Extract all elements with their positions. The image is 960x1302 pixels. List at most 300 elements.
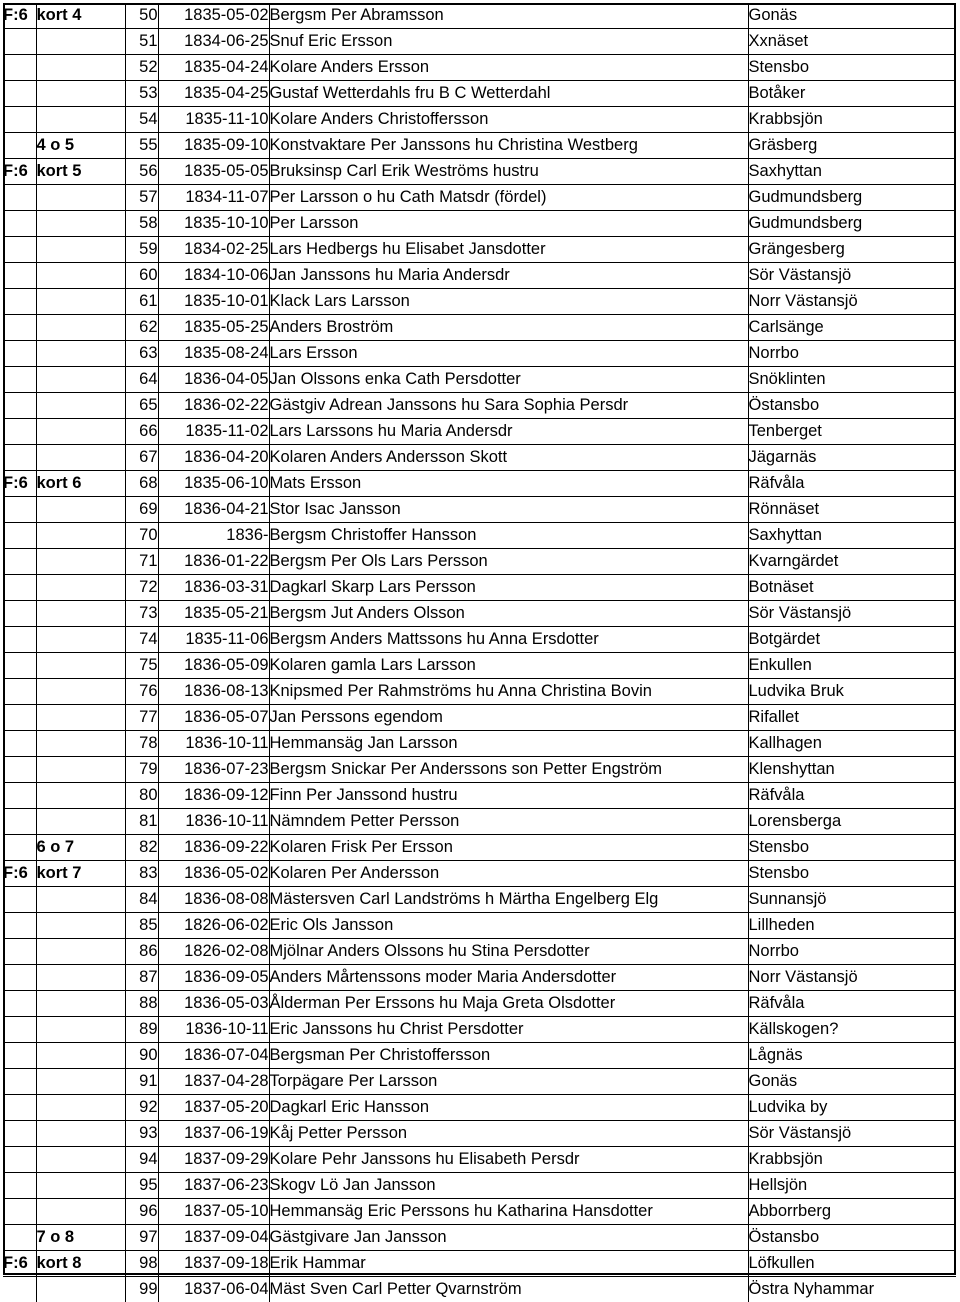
place-cell: Norrbo <box>748 341 956 367</box>
entry-number-cell: 83 <box>125 861 158 887</box>
person-name-cell: Bruksinsp Carl Erik Weströms hustru <box>269 159 748 185</box>
person-name-cell: Eric Janssons hu Christ Persdotter <box>269 1017 748 1043</box>
card-cell <box>36 523 125 549</box>
person-name-cell: Mats Ersson <box>269 471 748 497</box>
date-cell: 1835-10-01 <box>158 289 269 315</box>
table-row <box>3 497 956 523</box>
entry-number-cell: 86 <box>125 939 158 965</box>
place-cell: Gonäs <box>748 3 956 29</box>
card-cell <box>36 1017 125 1043</box>
entry-number-cell: 51 <box>125 29 158 55</box>
person-name-cell: Bergsm Anders Mattssons hu Anna Ersdotter <box>269 627 748 653</box>
table-row <box>3 835 956 861</box>
date-cell: 1835-11-10 <box>158 107 269 133</box>
archive-volume-cell <box>3 575 36 601</box>
place-cell: Rönnäset <box>748 497 956 523</box>
date-cell: 1836-09-05 <box>158 965 269 991</box>
card-cell <box>36 445 125 471</box>
person-name-cell: Lars Ersson <box>269 341 748 367</box>
entry-number-cell: 63 <box>125 341 158 367</box>
entry-number-cell: 64 <box>125 367 158 393</box>
table-row <box>3 133 956 159</box>
entry-number-cell: 69 <box>125 497 158 523</box>
archive-volume-cell <box>3 1017 36 1043</box>
person-name-cell: Mäst Sven Carl Petter Qvarnström <box>269 1277 748 1302</box>
entry-number-cell: 75 <box>125 653 158 679</box>
card-cell: 6 o 7 <box>36 835 125 861</box>
card-cell <box>36 367 125 393</box>
entry-number-cell: 82 <box>125 835 158 861</box>
place-cell: Gudmundsberg <box>748 211 956 237</box>
date-cell: 1835-11-06 <box>158 627 269 653</box>
archive-volume-cell <box>3 627 36 653</box>
entry-number-cell: 66 <box>125 419 158 445</box>
place-cell: Krabbsjön <box>748 1147 956 1173</box>
card-cell <box>36 627 125 653</box>
person-name-cell: Per Larsson o hu Cath Matsdr (fördel) <box>269 185 748 211</box>
entry-number-cell: 53 <box>125 81 158 107</box>
person-name-cell: Ålderman Per Erssons hu Maja Greta Olsdotter <box>269 991 748 1017</box>
place-cell: Gräsberg <box>748 133 956 159</box>
table-row <box>3 601 956 627</box>
card-cell <box>36 263 125 289</box>
date-cell: 1835-08-24 <box>158 341 269 367</box>
archive-volume-cell <box>3 809 36 835</box>
table-row <box>3 887 956 913</box>
person-name-cell: Erik Hammar <box>269 1251 748 1277</box>
card-cell <box>36 705 125 731</box>
person-name-cell: Stor Isac Jansson <box>269 497 748 523</box>
date-cell: 1836-08-13 <box>158 679 269 705</box>
date-cell: 1835-05-21 <box>158 601 269 627</box>
archive-volume-cell <box>3 185 36 211</box>
table-row <box>3 679 956 705</box>
table-row <box>3 55 956 81</box>
table-row <box>3 445 956 471</box>
archive-volume-cell <box>3 133 36 159</box>
person-name-cell: Finn Per Janssond hustru <box>269 783 748 809</box>
table-row <box>3 939 956 965</box>
card-cell <box>36 289 125 315</box>
date-cell: 1835-05-05 <box>158 159 269 185</box>
archive-volume-cell <box>3 445 36 471</box>
archive-volume-cell <box>3 731 36 757</box>
date-cell: 1837-09-18 <box>158 1251 269 1277</box>
date-cell: 1836-05-03 <box>158 991 269 1017</box>
archive-volume-cell <box>3 991 36 1017</box>
table-row <box>3 81 956 107</box>
table-row <box>3 3 956 29</box>
table-row <box>3 1225 956 1251</box>
person-name-cell: Kåj Petter Persson <box>269 1121 748 1147</box>
date-cell: 1836-04-20 <box>158 445 269 471</box>
place-cell: Krabbsjön <box>748 107 956 133</box>
card-cell: 7 o 8 <box>36 1225 125 1251</box>
archive-volume-cell <box>3 393 36 419</box>
entry-number-cell: 78 <box>125 731 158 757</box>
card-cell: kort 5 <box>36 159 125 185</box>
entry-number-cell: 68 <box>125 471 158 497</box>
date-cell: 1835-06-10 <box>158 471 269 497</box>
table-row <box>3 29 956 55</box>
place-cell: Lillheden <box>748 913 956 939</box>
card-cell <box>36 653 125 679</box>
entry-number-cell: 98 <box>125 1251 158 1277</box>
card-cell <box>36 419 125 445</box>
table-row <box>3 627 956 653</box>
table-row <box>3 757 956 783</box>
place-cell: Sör Västansjö <box>748 601 956 627</box>
date-cell: 1835-04-24 <box>158 55 269 81</box>
place-cell: Räfvåla <box>748 991 956 1017</box>
table-row <box>3 211 956 237</box>
archive-volume-cell <box>3 679 36 705</box>
entry-number-cell: 60 <box>125 263 158 289</box>
table-row <box>3 263 956 289</box>
card-cell <box>36 1043 125 1069</box>
table-row <box>3 237 956 263</box>
card-cell <box>36 731 125 757</box>
place-cell: Ludvika by <box>748 1095 956 1121</box>
card-cell <box>36 1277 125 1302</box>
person-name-cell: Hemmansäg Eric Perssons hu Katharina Hansdotter <box>269 1199 748 1225</box>
person-name-cell: Jan Janssons hu Maria Andersdr <box>269 263 748 289</box>
table-row <box>3 185 956 211</box>
archive-volume-cell <box>3 497 36 523</box>
entry-number-cell: 56 <box>125 159 158 185</box>
entry-number-cell: 57 <box>125 185 158 211</box>
place-cell: Botåker <box>748 81 956 107</box>
archive-volume-cell <box>3 1147 36 1173</box>
archive-volume-cell <box>3 107 36 133</box>
entry-number-cell: 96 <box>125 1199 158 1225</box>
archive-volume-cell <box>3 419 36 445</box>
archive-volume-cell <box>3 237 36 263</box>
person-name-cell: Bergsm Per Abramsson <box>269 3 748 29</box>
table-row <box>3 575 956 601</box>
date-cell: 1836-02-22 <box>158 393 269 419</box>
table-row <box>3 367 956 393</box>
date-cell: 1826-02-08 <box>158 939 269 965</box>
person-name-cell: Jan Olssons enka Cath Persdotter <box>269 367 748 393</box>
entry-number-cell: 90 <box>125 1043 158 1069</box>
entry-number-cell: 92 <box>125 1095 158 1121</box>
person-name-cell: Kolaren Anders Andersson Skott <box>269 445 748 471</box>
place-cell: Norr Västansjö <box>748 289 956 315</box>
card-cell <box>36 497 125 523</box>
place-cell: Snöklinten <box>748 367 956 393</box>
entry-number-cell: 85 <box>125 913 158 939</box>
date-cell: 1837-09-29 <box>158 1147 269 1173</box>
place-cell: Carlsänge <box>748 315 956 341</box>
person-name-cell: Jan Perssons egendom <box>269 705 748 731</box>
date-cell: 1836-05-02 <box>158 861 269 887</box>
card-cell <box>36 913 125 939</box>
entry-number-cell: 71 <box>125 549 158 575</box>
entry-number-cell: 99 <box>125 1277 158 1302</box>
archive-volume-cell <box>3 1277 36 1302</box>
card-cell <box>36 237 125 263</box>
person-name-cell: Kolaren gamla Lars Larsson <box>269 653 748 679</box>
entry-number-cell: 84 <box>125 887 158 913</box>
place-cell: Enkullen <box>748 653 956 679</box>
date-cell: 1836-04-21 <box>158 497 269 523</box>
table-row <box>3 809 956 835</box>
person-name-cell: Mästersven Carl Landströms h Märtha Engelberg Elg <box>269 887 748 913</box>
entry-number-cell: 74 <box>125 627 158 653</box>
date-cell: 1836-03-31 <box>158 575 269 601</box>
date-cell: 1834-10-06 <box>158 263 269 289</box>
archive-volume-cell <box>3 29 36 55</box>
entry-number-cell: 79 <box>125 757 158 783</box>
date-cell: 1836- <box>158 523 269 549</box>
person-name-cell: Kolare Anders Christoffersson <box>269 107 748 133</box>
card-cell <box>36 757 125 783</box>
archive-volume-cell <box>3 1225 36 1251</box>
date-cell: 1835-11-02 <box>158 419 269 445</box>
card-cell: kort 4 <box>36 3 125 29</box>
archive-volume-cell <box>3 55 36 81</box>
entry-number-cell: 87 <box>125 965 158 991</box>
table-row <box>3 341 956 367</box>
archive-volume-cell <box>3 601 36 627</box>
archive-volume-cell <box>3 757 36 783</box>
place-cell: Sör Västansjö <box>748 1121 956 1147</box>
date-cell: 1837-06-19 <box>158 1121 269 1147</box>
person-name-cell: Bergsm Christoffer Hansson <box>269 523 748 549</box>
place-cell: Saxhyttan <box>748 523 956 549</box>
archive-volume-cell <box>3 1199 36 1225</box>
table-row <box>3 1277 956 1302</box>
entry-number-cell: 59 <box>125 237 158 263</box>
card-cell <box>36 991 125 1017</box>
place-cell: Stensbo <box>748 55 956 81</box>
place-cell: Botgärdet <box>748 627 956 653</box>
card-cell <box>36 81 125 107</box>
date-cell: 1836-08-08 <box>158 887 269 913</box>
card-cell <box>36 965 125 991</box>
place-cell: Lorensberga <box>748 809 956 835</box>
archive-volume-cell <box>3 653 36 679</box>
archive-volume-cell: F:6 <box>3 1251 36 1277</box>
person-name-cell: Skogv Lö Jan Jansson <box>269 1173 748 1199</box>
place-cell: Tenberget <box>748 419 956 445</box>
place-cell: Kallhagen <box>748 731 956 757</box>
date-cell: 1836-10-11 <box>158 731 269 757</box>
table-row <box>3 1199 956 1225</box>
date-cell: 1836-07-04 <box>158 1043 269 1069</box>
table-row <box>3 289 956 315</box>
entry-number-cell: 88 <box>125 991 158 1017</box>
card-cell <box>36 315 125 341</box>
card-cell <box>36 601 125 627</box>
entry-number-cell: 65 <box>125 393 158 419</box>
place-cell: Xxnäset <box>748 29 956 55</box>
place-cell: Gonäs <box>748 1069 956 1095</box>
card-cell: kort 7 <box>36 861 125 887</box>
place-cell: Rifallet <box>748 705 956 731</box>
archive-volume-cell <box>3 315 36 341</box>
person-name-cell: Gästgivare Jan Jansson <box>269 1225 748 1251</box>
archive-volume-cell <box>3 835 36 861</box>
person-name-cell: Lars Larssons hu Maria Andersdr <box>269 419 748 445</box>
card-cell <box>36 783 125 809</box>
date-cell: 1835-04-25 <box>158 81 269 107</box>
date-cell: 1835-05-25 <box>158 315 269 341</box>
date-cell: 1836-09-22 <box>158 835 269 861</box>
person-name-cell: Gustaf Wetterdahls fru B C Wetterdahl <box>269 81 748 107</box>
table-row <box>3 1069 956 1095</box>
date-cell: 1826-06-02 <box>158 913 269 939</box>
card-cell <box>36 1069 125 1095</box>
person-name-cell: Eric Ols Jansson <box>269 913 748 939</box>
place-cell: Sör Västansjö <box>748 263 956 289</box>
card-cell <box>36 107 125 133</box>
person-name-cell: Gästgiv Adrean Janssons hu Sara Sophia Persdr <box>269 393 748 419</box>
entry-number-cell: 67 <box>125 445 158 471</box>
place-cell: Klenshyttan <box>748 757 956 783</box>
table-row <box>3 393 956 419</box>
person-name-cell: Nämndem Petter Persson <box>269 809 748 835</box>
entry-number-cell: 54 <box>125 107 158 133</box>
table-row <box>3 783 956 809</box>
entry-number-cell: 76 <box>125 679 158 705</box>
card-cell <box>36 1121 125 1147</box>
table-row <box>3 1095 956 1121</box>
person-name-cell: Hemmansäg Jan Larsson <box>269 731 748 757</box>
table-row <box>3 419 956 445</box>
person-name-cell: Anders Broström <box>269 315 748 341</box>
date-cell: 1835-05-02 <box>158 3 269 29</box>
person-name-cell: Per Larsson <box>269 211 748 237</box>
date-cell: 1836-04-05 <box>158 367 269 393</box>
card-cell: kort 6 <box>36 471 125 497</box>
archive-volume-cell <box>3 367 36 393</box>
archive-volume-cell <box>3 341 36 367</box>
person-name-cell: Mjölnar Anders Olssons hu Stina Persdotter <box>269 939 748 965</box>
archive-volume-cell <box>3 211 36 237</box>
archive-volume-cell <box>3 289 36 315</box>
archive-volume-cell: F:6 <box>3 471 36 497</box>
archive-volume-cell: F:6 <box>3 159 36 185</box>
card-cell <box>36 575 125 601</box>
archive-volume-cell <box>3 1121 36 1147</box>
card-cell <box>36 29 125 55</box>
place-cell: Räfvåla <box>748 471 956 497</box>
card-cell: 4 o 5 <box>36 133 125 159</box>
person-name-cell: Dagkarl Eric Hansson <box>269 1095 748 1121</box>
register-table <box>3 3 956 1302</box>
entry-number-cell: 94 <box>125 1147 158 1173</box>
archive-volume-cell: F:6 <box>3 861 36 887</box>
table-row <box>3 159 956 185</box>
table-row <box>3 913 956 939</box>
entry-number-cell: 95 <box>125 1173 158 1199</box>
date-cell: 1836-01-22 <box>158 549 269 575</box>
card-cell <box>36 341 125 367</box>
person-name-cell: Klack Lars Larsson <box>269 289 748 315</box>
archive-volume-cell <box>3 523 36 549</box>
person-name-cell: Bergsman Per Christoffersson <box>269 1043 748 1069</box>
card-cell <box>36 1095 125 1121</box>
date-cell: 1834-02-25 <box>158 237 269 263</box>
place-cell: Kvarngärdet <box>748 549 956 575</box>
person-name-cell: Lars Hedbergs hu Elisabet Jansdotter <box>269 237 748 263</box>
archive-volume-cell: F:6 <box>3 3 36 29</box>
card-cell <box>36 549 125 575</box>
entry-number-cell: 89 <box>125 1017 158 1043</box>
archive-volume-cell <box>3 1173 36 1199</box>
person-name-cell: Bergsm Per Ols Lars Persson <box>269 549 748 575</box>
entry-number-cell: 91 <box>125 1069 158 1095</box>
archive-volume-cell <box>3 549 36 575</box>
table-row <box>3 1017 956 1043</box>
table-row <box>3 705 956 731</box>
person-name-cell: Kolaren Per Andersson <box>269 861 748 887</box>
person-name-cell: Kolare Pehr Janssons hu Elisabeth Persdr <box>269 1147 748 1173</box>
table-row <box>3 1043 956 1069</box>
place-cell: Lågnäs <box>748 1043 956 1069</box>
table-row <box>3 731 956 757</box>
place-cell: Jägarnäs <box>748 445 956 471</box>
table-row <box>3 1147 956 1173</box>
table-row <box>3 965 956 991</box>
card-cell <box>36 679 125 705</box>
entry-number-cell: 80 <box>125 783 158 809</box>
date-cell: 1834-06-25 <box>158 29 269 55</box>
date-cell: 1836-07-23 <box>158 757 269 783</box>
person-name-cell: Kolaren Frisk Per Ersson <box>269 835 748 861</box>
date-cell: 1837-06-23 <box>158 1173 269 1199</box>
table-row <box>3 1173 956 1199</box>
date-cell: 1836-10-11 <box>158 1017 269 1043</box>
place-cell: Norrbo <box>748 939 956 965</box>
archive-volume-cell <box>3 1095 36 1121</box>
table-row <box>3 471 956 497</box>
table-row <box>3 1121 956 1147</box>
place-cell: Gudmundsberg <box>748 185 956 211</box>
card-cell <box>36 55 125 81</box>
place-cell: Norr Västansjö <box>748 965 956 991</box>
place-cell: Östra Nyhammar <box>748 1277 956 1302</box>
place-cell: Botnäset <box>748 575 956 601</box>
person-name-cell: Knipsmed Per Rahmströms hu Anna Christina Bovin <box>269 679 748 705</box>
place-cell: Grängesberg <box>748 237 956 263</box>
card-cell <box>36 1173 125 1199</box>
person-name-cell: Snuf Eric Ersson <box>269 29 748 55</box>
date-cell: 1836-05-07 <box>158 705 269 731</box>
date-cell: 1835-10-10 <box>158 211 269 237</box>
date-cell: 1836-05-09 <box>158 653 269 679</box>
place-cell: Löfkullen <box>748 1251 956 1277</box>
date-cell: 1837-05-20 <box>158 1095 269 1121</box>
entry-number-cell: 70 <box>125 523 158 549</box>
table-row <box>3 523 956 549</box>
archive-volume-cell <box>3 705 36 731</box>
person-name-cell: Torpägare Per Larsson <box>269 1069 748 1095</box>
place-cell: Stensbo <box>748 835 956 861</box>
date-cell: 1836-09-12 <box>158 783 269 809</box>
table-row <box>3 861 956 887</box>
place-cell: Hellsjön <box>748 1173 956 1199</box>
person-name-cell: Bergsm Jut Anders Olsson <box>269 601 748 627</box>
table-row <box>3 315 956 341</box>
date-cell: 1837-04-28 <box>158 1069 269 1095</box>
entry-number-cell: 62 <box>125 315 158 341</box>
card-cell <box>36 939 125 965</box>
card-cell <box>36 1147 125 1173</box>
card-cell <box>36 185 125 211</box>
